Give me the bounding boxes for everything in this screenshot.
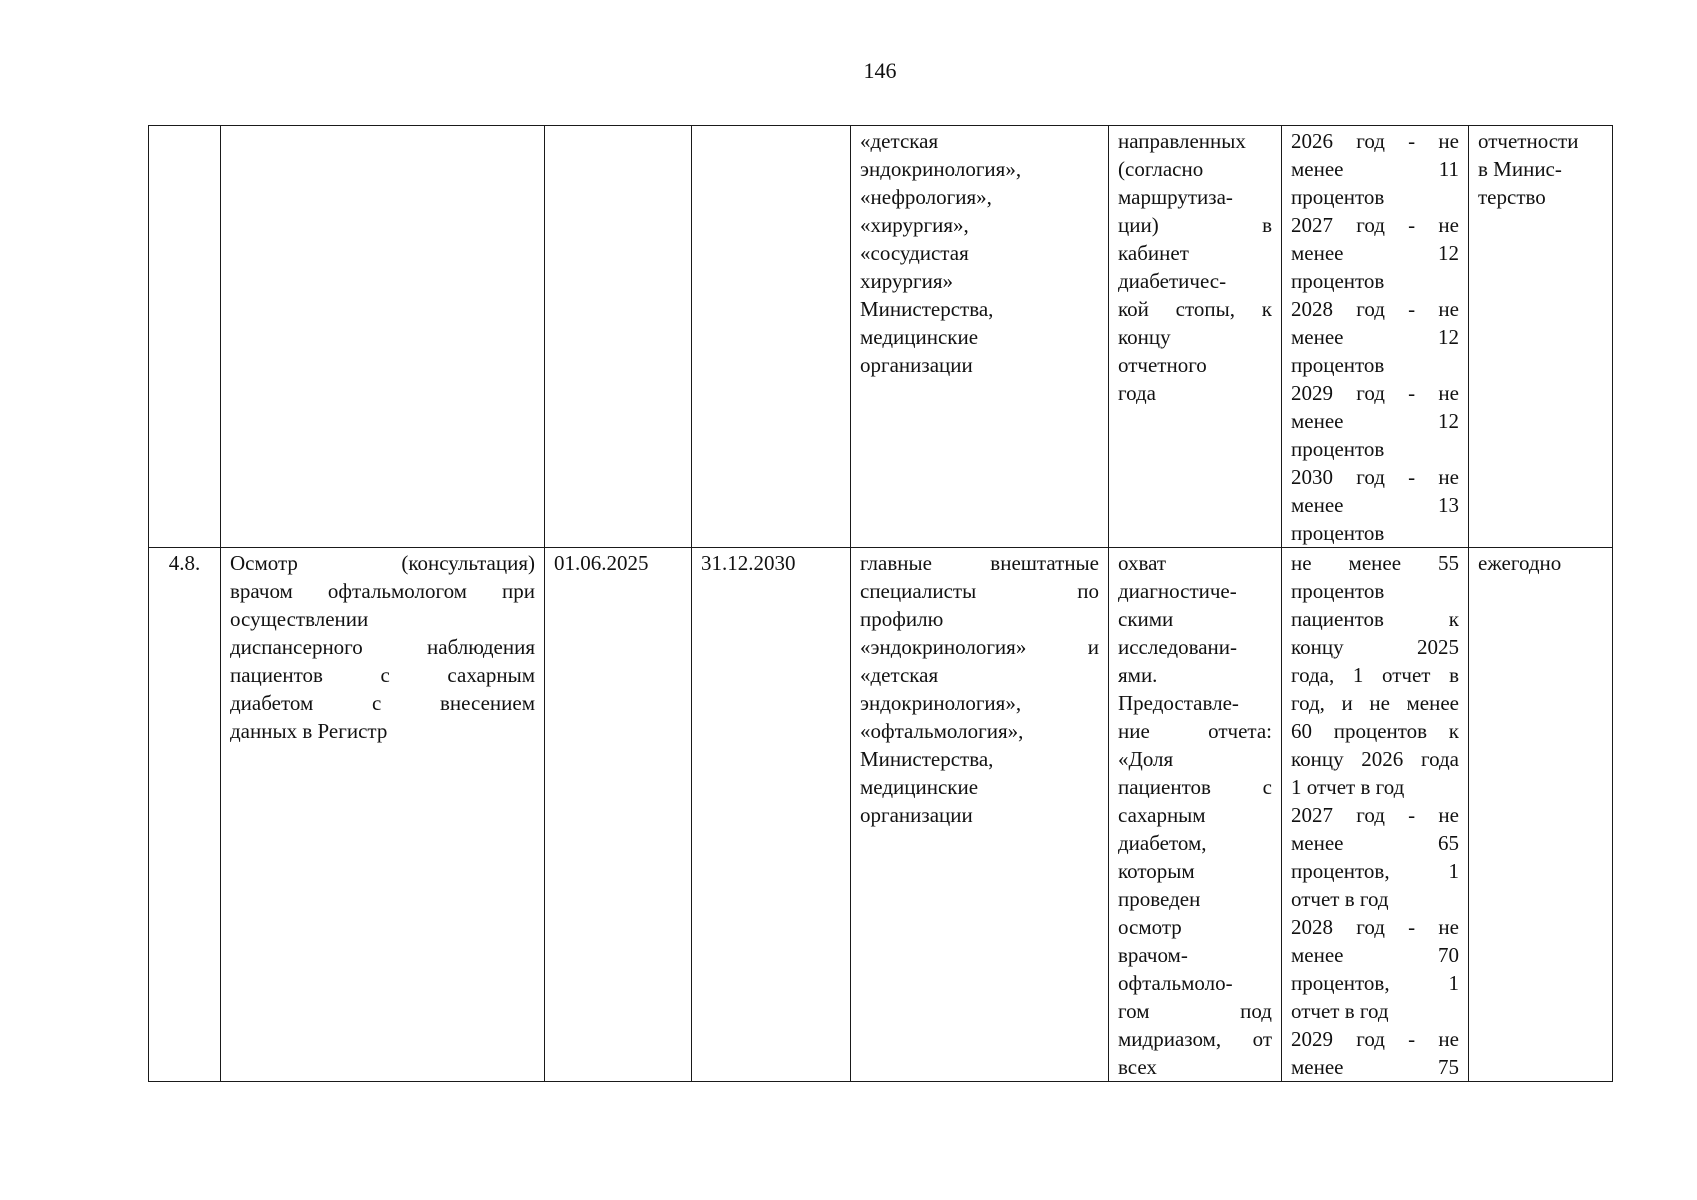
cell-line: эндокринология»,: [860, 157, 1022, 181]
cell-line: осуществлении: [230, 607, 369, 631]
cell-start-date: [545, 548, 692, 1082]
cell-line: 2029 год - не: [1291, 381, 1459, 405]
cell-line: 2027 год - не: [1291, 803, 1459, 827]
cell-line: ями.: [1118, 663, 1158, 687]
cell-number: [149, 548, 221, 1082]
cell-line: 60 процентов к: [1291, 719, 1459, 743]
cell-line: мидриазом, от: [1118, 1027, 1272, 1051]
cell-line: процентов, 1: [1291, 859, 1459, 883]
cell-end-date: [692, 548, 851, 1082]
cell-line: 1 отчет в год: [1291, 775, 1405, 799]
cell-line: процентов: [1291, 185, 1385, 209]
cell-line: менее 65: [1291, 831, 1459, 855]
cell-target: [1282, 548, 1469, 1082]
cell-line: года, 1 отчет в: [1291, 663, 1459, 687]
cell-line: офтальмоло-: [1118, 971, 1233, 995]
cell-line: года: [1118, 381, 1156, 405]
cell-line: направленных: [1118, 129, 1246, 153]
cell-line: диагностиче-: [1118, 579, 1237, 603]
cell-line: «эндокринология» и: [860, 635, 1099, 659]
cell-line: медицинские: [860, 775, 979, 799]
cell-line: процентов: [1291, 269, 1385, 293]
cell-start-date: [545, 126, 692, 548]
cell-line: «нефрология»,: [860, 185, 992, 209]
cell-line: кабинет: [1118, 241, 1189, 265]
cell-line: 2028 год - не: [1291, 297, 1459, 321]
cell-line: хирургия»: [860, 269, 953, 293]
cell-line: данных в Регистр: [230, 719, 388, 743]
cell-line: диабетом,: [1118, 831, 1207, 855]
cell-line: исследовани-: [1118, 635, 1238, 659]
cell-measure: [221, 548, 545, 1082]
cell-indicator: [1109, 126, 1282, 548]
cell-line: процентов: [1291, 437, 1385, 461]
cell-line: маршрутиза-: [1118, 185, 1233, 209]
cell-line: Министерства,: [860, 747, 994, 771]
cell-line: кой стопы, к: [1118, 297, 1272, 321]
cell-line: пациентов к: [1291, 607, 1459, 631]
cell-line: Осмотр (консультация): [230, 551, 535, 575]
cell-line: 01.06.2025: [554, 551, 649, 575]
cell-line: менее 70: [1291, 943, 1459, 967]
cell-line: менее 12: [1291, 325, 1459, 349]
measures-table: [148, 125, 1613, 1082]
cell-measure: [221, 126, 545, 548]
cell-line: «офтальмология»,: [860, 719, 1024, 743]
cell-line: 2026 год - не: [1291, 129, 1459, 153]
cell-line: 2030 год - не: [1291, 465, 1459, 489]
cell-line: терство: [1478, 185, 1546, 209]
cell-line: Министерства,: [860, 297, 994, 321]
cell-line: отчетности: [1478, 129, 1579, 153]
cell-line: которым: [1118, 859, 1195, 883]
cell-line: Предоставле-: [1118, 691, 1239, 715]
cell-line: менее 11: [1291, 157, 1459, 181]
table-row: [149, 126, 1613, 548]
cell-line: пациентов с сахарным: [230, 663, 535, 687]
cell-line: процентов: [1291, 353, 1385, 377]
cell-indicator: [1109, 548, 1282, 1082]
cell-line: отчет в год: [1291, 887, 1389, 911]
cell-line: менее 13: [1291, 493, 1459, 517]
cell-reporting: [1469, 126, 1613, 548]
table-row: [149, 548, 1613, 1082]
cell-line: охват: [1118, 551, 1167, 575]
cell-line: врачом-: [1118, 943, 1188, 967]
cell-line: «хирургия»,: [860, 213, 969, 237]
cell-line: ежегодно: [1478, 551, 1562, 575]
cell-line: менее 12: [1291, 241, 1459, 265]
cell-line: диабетичес-: [1118, 269, 1227, 293]
cell-line: концу 2026 года: [1291, 747, 1459, 771]
cell-line: главные внештатные: [860, 551, 1099, 575]
cell-line: отчетного: [1118, 353, 1207, 377]
cell-line: эндокринология»,: [860, 691, 1022, 715]
cell-line: «детская: [860, 663, 939, 687]
cell-number: [149, 126, 221, 548]
cell-line: (согласно: [1118, 157, 1204, 181]
cell-line: ции) в: [1118, 213, 1272, 237]
cell-line: «сосудистая: [860, 241, 969, 265]
cell-responsible: [851, 548, 1109, 1082]
cell-line: сахарным: [1118, 803, 1206, 827]
cell-line: процентов, 1: [1291, 971, 1459, 995]
cell-line: концу: [1118, 325, 1171, 349]
page-number: 146: [863, 58, 897, 83]
cell-line: 2027 год - не: [1291, 213, 1459, 237]
cell-target: [1282, 126, 1469, 548]
cell-line: не менее 55: [1291, 551, 1459, 575]
cell-line: менее 75: [1291, 1055, 1459, 1079]
cell-line: организации: [860, 803, 973, 827]
cell-line: диспансерного наблюдения: [230, 635, 535, 659]
cell-line: «детская: [860, 129, 939, 153]
cell-line: врачом офтальмологом при: [230, 579, 535, 603]
cell-line: всех: [1118, 1055, 1157, 1079]
cell-line: пациентов с: [1118, 775, 1272, 799]
cell-line: отчет в год: [1291, 999, 1389, 1023]
cell-reporting: [1469, 548, 1613, 1082]
cell-line: диабетом с внесением: [230, 691, 535, 715]
cell-line: 31.12.2030: [701, 551, 796, 575]
cell-line: профилю: [860, 607, 944, 631]
cell-line: 4.8.: [168, 551, 201, 575]
cell-line: ние отчета:: [1118, 719, 1272, 743]
cell-line: процентов: [1291, 579, 1385, 603]
cell-line: гом под: [1118, 999, 1272, 1023]
cell-line: менее 12: [1291, 409, 1459, 433]
cell-line: год, и не менее: [1291, 691, 1459, 715]
cell-line: проведен: [1118, 887, 1201, 911]
cell-line: осмотр: [1118, 915, 1182, 939]
cell-line: медицинские: [860, 325, 979, 349]
cell-line: скими: [1118, 607, 1174, 631]
cell-line: 2028 год - не: [1291, 915, 1459, 939]
cell-line: концу 2025: [1291, 635, 1459, 659]
cell-line: 2029 год - не: [1291, 1027, 1459, 1051]
cell-end-date: [692, 126, 851, 548]
cell-line: процентов: [1291, 521, 1385, 545]
cell-responsible: [851, 126, 1109, 548]
cell-line: в Минис-: [1478, 157, 1562, 181]
cell-line: организации: [860, 353, 973, 377]
cell-line: специалисты по: [860, 579, 1099, 603]
cell-line: «Доля: [1118, 747, 1174, 771]
